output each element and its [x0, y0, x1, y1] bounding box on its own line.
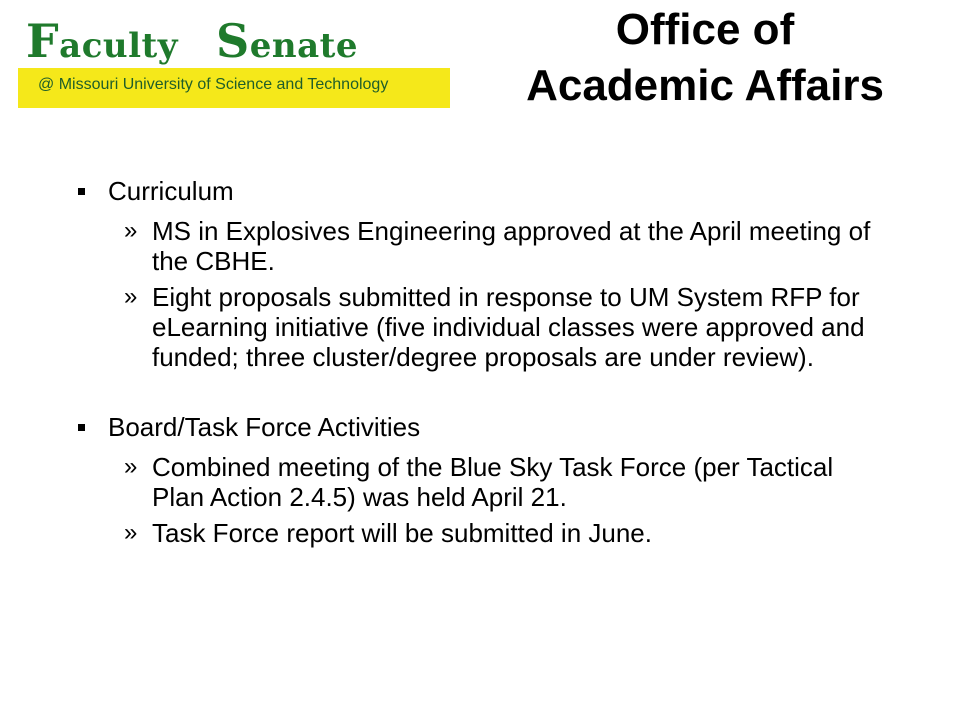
sub-bullet-list	[124, 216, 892, 372]
double-chevron-icon: »	[124, 217, 138, 244]
logo-word-faculty	[26, 14, 179, 68]
sub-bullet-text: Task Force report will be submitted in June.	[152, 518, 652, 548]
slide-title-line-2: Academic Affairs	[526, 61, 884, 110]
slide-title	[470, 2, 940, 114]
sub-bullet-item	[124, 518, 892, 548]
slide-content	[72, 176, 892, 554]
logo-senate-initial: S	[216, 14, 250, 68]
sub-bullet-item	[124, 452, 892, 512]
sub-bullet-text: Combined meeting of the Blue Sky Task Force (per Tactical Plan Action 2.4.5) was held April 21.	[152, 452, 834, 512]
square-bullet-icon	[72, 176, 108, 206]
bullet-heading: Board/Task Force Activities	[108, 412, 421, 442]
bullet-item	[72, 176, 892, 206]
sub-bullet-text: Eight proposals submitted in response to UM System RFP for eLearning initiative (five individual classes were approved and funded; three cluster/degree proposals are under review).	[152, 282, 865, 372]
double-chevron-icon: »	[124, 453, 138, 480]
sub-bullet-item	[124, 216, 892, 276]
logo-subtitle: @ Missouri University of Science and Technology	[38, 76, 389, 93]
section-curriculum	[72, 176, 892, 372]
logo-word-senate	[216, 14, 358, 68]
logo-faculty-initial: F	[26, 14, 60, 68]
logo-senate-rest: enate	[249, 26, 358, 66]
bullet-item	[72, 412, 892, 442]
sub-bullet-text: MS in Explosives Engineering approved at the April meeting of the CBHE.	[152, 216, 871, 276]
slide-title-line-1: Office of	[615, 5, 795, 54]
sub-bullet-list	[124, 452, 892, 548]
section-board-task-force	[72, 412, 892, 548]
square-bullet-icon	[72, 412, 108, 442]
double-chevron-icon: »	[124, 519, 138, 546]
bullet-heading: Curriculum	[108, 176, 234, 206]
faculty-senate-logo	[18, 14, 450, 102]
sub-bullet-item	[124, 282, 892, 372]
logo-faculty-rest: aculty	[59, 26, 179, 66]
double-chevron-icon: »	[124, 283, 138, 310]
